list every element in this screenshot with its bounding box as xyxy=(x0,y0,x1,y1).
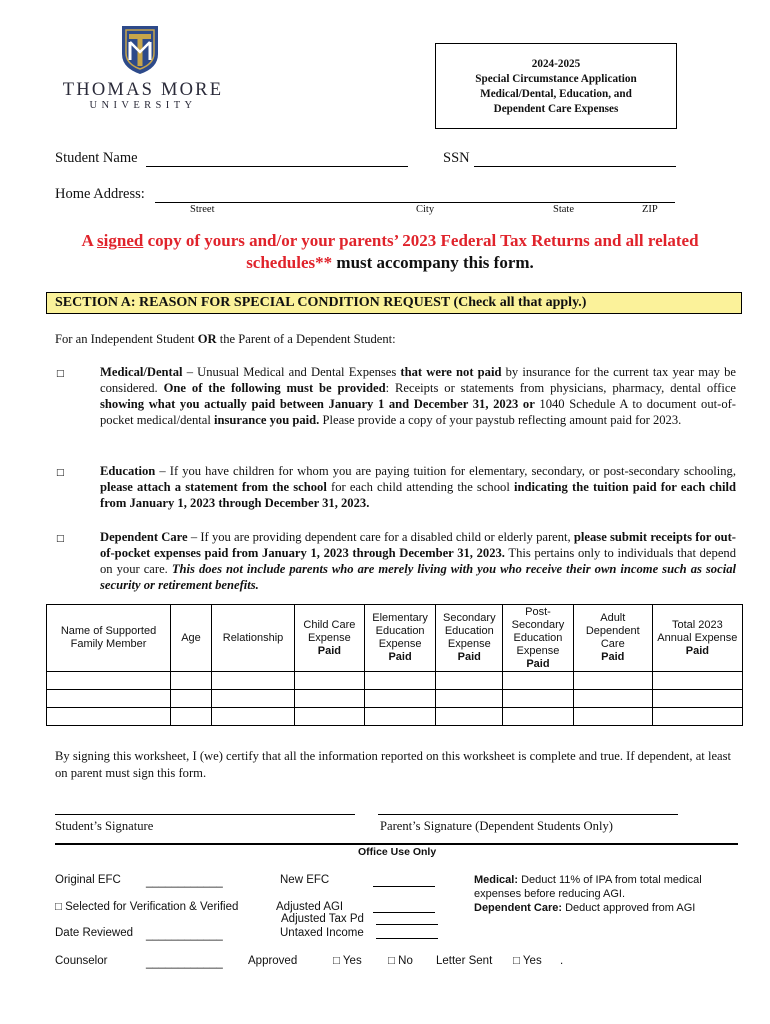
counselor-label: Counselor xyxy=(55,955,108,967)
table-cell[interactable] xyxy=(171,672,212,690)
table-cell[interactable] xyxy=(573,690,652,708)
section-a-intro xyxy=(55,331,735,347)
education-label: Education xyxy=(100,464,156,478)
table-cell[interactable] xyxy=(436,708,503,726)
parent-signature-label: Parent’s Signature (Dependent Students Only) xyxy=(380,819,613,833)
untaxed-income-label: Untaxed Income xyxy=(280,927,364,939)
col-header-paid: Paid xyxy=(526,657,550,670)
original-efc-field[interactable]: ____________ xyxy=(146,876,223,888)
table-row xyxy=(47,690,743,708)
selected-verified-checkbox[interactable]: □ Selected for Verification & Verified xyxy=(55,901,239,913)
tax-return-warning xyxy=(55,230,725,274)
table-cell[interactable] xyxy=(47,708,171,726)
table-cell[interactable] xyxy=(436,690,503,708)
medical-note-text: Deduct 11% of IPA from total medical expenses before reducing AGI. xyxy=(474,874,702,900)
education-bold-1: please attach a statement from the school xyxy=(100,480,327,494)
education-bold-2: indicating the tuition paid for each child from January 1, 2023 through December 31, 2023. xyxy=(100,480,736,510)
medical-text-3: : Receipts or statements from physicians, pharmacy, dental office xyxy=(385,381,737,395)
table-cell[interactable] xyxy=(364,672,436,690)
col-header-text: Name of Supported Family Member xyxy=(60,625,157,650)
table-cell[interactable] xyxy=(212,708,295,726)
col-header-text: Adult Dependent Care xyxy=(585,612,640,650)
section-a-header: SECTION A: REASON FOR SPECIAL CONDITION REQUEST (Check all that apply.) xyxy=(46,292,742,314)
table-cell[interactable] xyxy=(171,690,212,708)
col-header-elementary xyxy=(364,605,436,672)
ssn-label: SSN xyxy=(443,150,470,166)
new-efc-label: New EFC xyxy=(280,874,330,886)
medical-text-2: by insurance for the current tax year may be considered. xyxy=(100,365,736,395)
col-header-post-secondary xyxy=(503,605,574,672)
col-header-age xyxy=(171,605,212,672)
letter-sent-yes-checkbox[interactable]: □ Yes xyxy=(513,955,542,967)
intro-part-b: the Parent of a Dependent Student: xyxy=(216,332,396,346)
table-cell[interactable] xyxy=(503,708,574,726)
table-cell[interactable] xyxy=(503,672,574,690)
table-cell[interactable] xyxy=(573,672,652,690)
col-header-child-care xyxy=(295,605,365,672)
col-header-paid: Paid xyxy=(685,644,709,657)
col-header-paid: Paid xyxy=(457,651,481,663)
student-name-field[interactable] xyxy=(146,166,408,167)
medical-text-1: – Unusual Medical and Dental Expenses xyxy=(182,365,401,379)
table-cell[interactable] xyxy=(295,708,365,726)
col-header-text: Age xyxy=(181,631,201,644)
warning-schedules: schedules** xyxy=(246,253,333,272)
untaxed-income-field[interactable] xyxy=(376,938,438,939)
col-header-text: Relationship xyxy=(222,631,284,644)
warning-a: A xyxy=(81,231,98,250)
city-label: City xyxy=(416,204,435,215)
table-cell[interactable] xyxy=(364,708,436,726)
medical-checkbox[interactable]: □ xyxy=(56,369,65,379)
approved-no-checkbox[interactable]: □ No xyxy=(388,955,413,967)
counselor-field[interactable]: ____________ xyxy=(146,957,223,969)
col-header-total xyxy=(652,605,742,672)
dependent-care-checkbox[interactable]: □ xyxy=(56,534,65,544)
student-name-label: Student Name xyxy=(55,150,138,166)
adjusted-agi-label: Adjusted AGI xyxy=(276,901,344,913)
table-cell[interactable] xyxy=(47,672,171,690)
table-cell[interactable] xyxy=(652,690,742,708)
dependent-care-bold-italic: This does not include parents who are merely living with you who receive their own income such as social security or retirement benefits. xyxy=(100,562,736,592)
col-header-secondary xyxy=(436,605,503,672)
title-line-3: Medical/Dental, Education, and xyxy=(480,88,632,100)
warning-signed: signed xyxy=(97,231,144,250)
title-line-2: Special Circumstance Application xyxy=(475,73,637,85)
adjusted-tax-label: Adjusted Tax Pd xyxy=(281,913,364,925)
approved-yes-checkbox[interactable]: □ Yes xyxy=(333,955,362,967)
medical-text-5: Please provide a copy of your paystub reflecting amount paid for 2023. xyxy=(319,413,682,427)
medical-label: Medical/Dental xyxy=(100,365,183,379)
new-efc-field[interactable] xyxy=(373,886,435,887)
education-paragraph xyxy=(100,463,736,511)
col-header-text: Total 2023 Annual Expense xyxy=(657,618,738,644)
dependent-care-note-label: Dependent Care: xyxy=(474,902,563,914)
trailing-period: . xyxy=(560,955,564,967)
state-label: State xyxy=(553,204,574,215)
letter-sent-label: Letter Sent xyxy=(436,955,493,967)
form-title-box xyxy=(435,43,677,129)
logo-subtitle: UNIVERSITY xyxy=(89,100,197,111)
expense-table xyxy=(46,604,743,726)
col-header-paid: Paid xyxy=(601,651,625,663)
table-row xyxy=(47,672,743,690)
dependent-care-text-2: This pertains only to individuals that depend on your care. xyxy=(100,546,736,576)
office-divider xyxy=(55,843,738,845)
student-signature-line[interactable] xyxy=(55,814,355,815)
dependent-care-note-text: Deduct approved from AGI xyxy=(562,902,696,914)
education-checkbox[interactable]: □ xyxy=(56,468,65,478)
table-cell[interactable] xyxy=(364,690,436,708)
adjusted-tax-field[interactable] xyxy=(376,924,438,925)
col-header-text: Post-Secondary Education Expense xyxy=(511,605,565,657)
col-header-paid: Paid xyxy=(388,651,412,663)
table-cell[interactable] xyxy=(652,708,742,726)
table-cell[interactable] xyxy=(47,690,171,708)
zip-label: ZIP xyxy=(642,204,658,215)
education-text-1: – If you have children for whom you are paying tuition for elementary, secondary, or post-secondary schooling, xyxy=(155,464,736,478)
col-header-paid: Paid xyxy=(317,644,341,657)
title-line-4: Dependent Care Expenses xyxy=(493,103,619,115)
table-cell[interactable] xyxy=(652,672,742,690)
table-cell[interactable] xyxy=(212,672,295,690)
certification-statement: By signing this worksheet, I (we) certify that all the information reported on this worksheet is complete and true. If dependent, at least on parent must sign this form. xyxy=(55,749,732,780)
home-address-field[interactable] xyxy=(155,202,675,203)
medical-dental-paragraph xyxy=(100,364,736,428)
medical-note-label: Medical: xyxy=(474,874,519,886)
col-header-relationship xyxy=(212,605,295,672)
date-reviewed-label: Date Reviewed xyxy=(55,927,133,939)
medical-bold-3: showing what you actually paid between January 1 and December 31, 2023 or xyxy=(100,397,535,411)
date-reviewed-field[interactable]: ____________ xyxy=(146,929,223,941)
table-cell[interactable] xyxy=(295,672,365,690)
table-cell[interactable] xyxy=(573,708,652,726)
col-header-text: Elementary Education Expense xyxy=(372,612,428,650)
medical-bold-2: One of the following must be provided xyxy=(163,381,386,395)
logo-name: THOMAS MORE xyxy=(62,80,224,100)
dependent-care-bold-1: please submit receipts for out-of-pocket expenses paid from January 1, 2023 through December 31, 2023. xyxy=(100,530,737,560)
office-notes xyxy=(474,873,724,915)
col-header-text: Secondary Education Expense xyxy=(442,612,496,650)
dependent-care-label: Dependent Care xyxy=(100,530,188,544)
approved-label: Approved xyxy=(248,955,298,967)
col-header-adult-dependent xyxy=(573,605,652,672)
medical-bold-1: that were not paid xyxy=(400,365,502,379)
table-cell[interactable] xyxy=(171,708,212,726)
home-address-label: Home Address: xyxy=(55,186,145,202)
street-label: Street xyxy=(190,204,215,215)
col-header-name xyxy=(47,605,171,672)
table-cell[interactable] xyxy=(295,690,365,708)
education-text-2: for each child attending the school xyxy=(326,480,514,494)
medical-bold-4: insurance you paid. xyxy=(214,413,320,427)
adjusted-agi-field[interactable] xyxy=(373,912,435,913)
warning-rest-1: copy of yours and/or your parents’ 2023 Federal Tax Returns and all related xyxy=(143,231,699,250)
title-year: 2024-2025 xyxy=(531,58,581,70)
intro-or: OR xyxy=(197,332,217,346)
table-header-row xyxy=(47,605,743,672)
dependent-care-text-1: – If you are providing dependent care for a disabled child or elderly parent, xyxy=(187,530,574,544)
table-row xyxy=(47,708,743,726)
ssn-field[interactable] xyxy=(474,166,676,167)
table-cell[interactable] xyxy=(503,690,574,708)
table-cell[interactable] xyxy=(212,690,295,708)
student-signature-label: Student’s Signature xyxy=(55,819,154,833)
table-cell[interactable] xyxy=(436,672,503,690)
medical-text-4: 1040 Schedule A to document out-of-pocket medical/dental xyxy=(100,397,737,427)
col-header-text: Child Care Expense xyxy=(303,618,356,644)
dependent-care-paragraph xyxy=(100,529,736,593)
original-efc-label: Original EFC xyxy=(55,874,121,886)
office-use-title: Office Use Only xyxy=(358,846,437,858)
parent-signature-line[interactable] xyxy=(378,814,678,815)
warning-rest-2: must accompany this form. xyxy=(332,253,534,272)
university-crest-icon xyxy=(118,24,162,76)
intro-part-a: For an Independent Student xyxy=(55,332,198,346)
